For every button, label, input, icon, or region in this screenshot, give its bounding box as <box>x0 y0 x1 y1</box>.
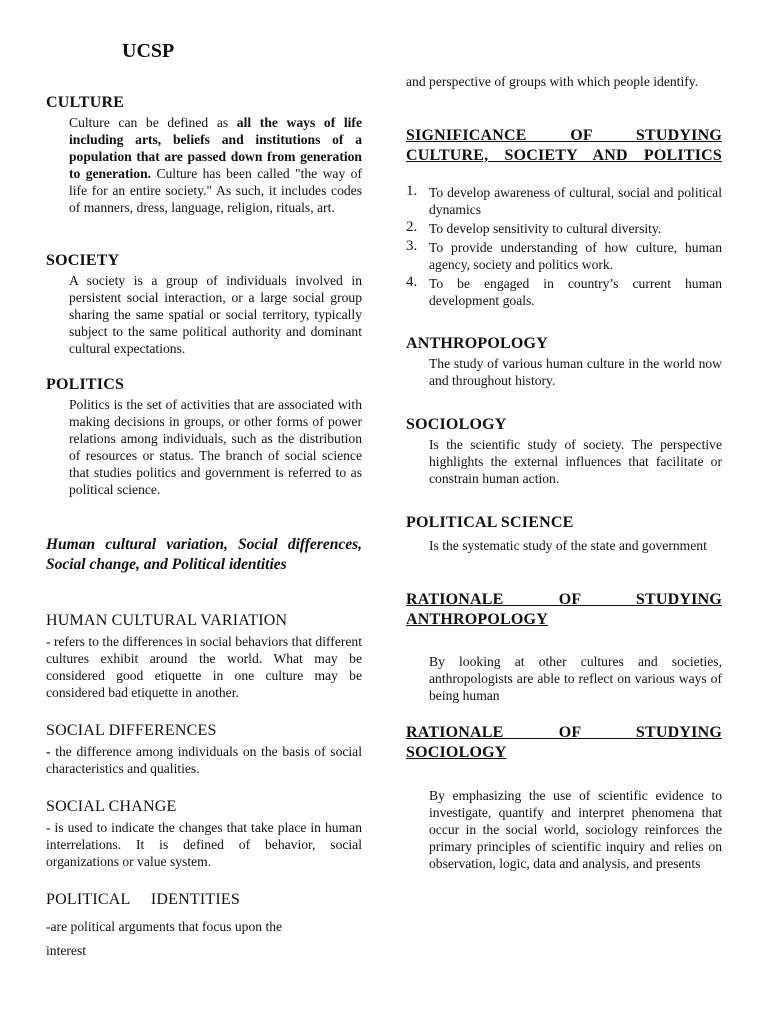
significance-section <box>406 126 722 311</box>
pi-text-1: -are political arguments that focus upon the <box>46 919 283 934</box>
hcv-text: - refers to the differences in social behaviors that different cultures exhibit around the world. What may be considered good etiquette in one culture may be considered bad etiquette in another. <box>46 634 362 700</box>
list-item: 1. To develop awareness of cultural, social and political dynamics <box>406 183 722 217</box>
culture-text: Culture can be defined as all the ways of life including arts, beliefs and institutions of a population that are passed down from generation to generation. Culture has been called "the way of life for an entire society." As such, it includes codes of manners, dress, language, religion, rituals, art. <box>69 115 362 215</box>
hcv-section <box>46 612 362 701</box>
rat-socio-text: By emphasizing the use of scientific evidence to investigate, quantify and interpret phenomena that occur in the social world, sociology reinforces the primary principles of scientific inquiry and relies on observation, logic, data and analysis, and presents <box>429 788 722 871</box>
society-heading: SOCIETY <box>46 252 120 269</box>
document-title: UCSP <box>122 40 175 62</box>
polsci-text: Is the systematic study of the state and government <box>429 538 707 553</box>
rat-anthro-text: By looking at other cultures and societies, anthropologists are able to reflect on various ways of being human <box>429 654 722 703</box>
list-item: 4. To be engaged in country’s current human development goals. <box>406 274 722 308</box>
sd-text: - the difference among individuals on the basis of social characteristics and qualities. <box>46 744 362 776</box>
anthropology-heading: ANTHROPOLOGY <box>406 335 548 352</box>
culture-section <box>46 94 362 216</box>
list-item: 3. To provide understanding of how culture, human agency, society and politics work. <box>406 238 722 272</box>
list-item: 2. To develop sensitivity to cultural diversity. <box>406 219 662 236</box>
sd-section <box>46 722 362 777</box>
rat-anthro-section <box>406 590 722 704</box>
politics-section <box>46 376 362 498</box>
politics-heading: POLITICS <box>46 376 125 393</box>
rat-anthro-heading: RATIONALE OF STUDYING ANTHROPOLOGY <box>406 591 722 628</box>
sociology-section <box>406 416 722 487</box>
significance-heading: SIGNIFICANCE OF STUDYING CULTURE, SOCIETY AND POLITICS <box>406 127 722 164</box>
polsci-section <box>406 514 722 554</box>
rat-socio-section <box>406 723 722 872</box>
pi-heading: POLITICAL IDENTITIES <box>46 891 240 908</box>
polsci-heading: POLITICAL SCIENCE <box>406 514 574 531</box>
section-subtitle: Human cultural variation, Social differences, Social change, and Political identities <box>46 536 362 573</box>
society-text: A society is a group of individuals involved in persistent social interaction, or a large social group sharing the same spatial or social territory, typically subject to the same political authority and dominant cultural expectations. <box>69 273 362 356</box>
continued-text: and perspective of groups with which people identify. <box>406 74 699 89</box>
hcv-heading: HUMAN CULTURAL VARIATION <box>46 612 288 629</box>
sd-heading: SOCIAL DIFFERENCES <box>46 722 217 739</box>
sociology-text: Is the scientific study of society. The perspective highlights the external influences that facilitate or constrain human action. <box>429 437 722 486</box>
sc-section <box>46 798 362 870</box>
society-section <box>46 252 362 357</box>
anthropology-text: The study of various human culture in the world now and throughout history. <box>429 356 722 388</box>
sc-heading: SOCIAL CHANGE <box>46 798 177 815</box>
sc-text: - is used to indicate the changes that take place in human interrelations. It is defined of behavior, social organizations or value system. <box>46 820 362 869</box>
culture-heading: CULTURE <box>46 94 125 111</box>
politics-text: Politics is the set of activities that are associated with making decisions in groups, or other forms of power relations among individuals, such as the distribution of resources or status. The branch of social science that studies politics and government is referred to as political science. <box>69 397 362 497</box>
pi-section <box>46 891 362 959</box>
anthropology-section <box>406 335 722 389</box>
pi-text-2: interest <box>46 943 87 958</box>
significance-list <box>406 184 722 309</box>
sociology-heading: SOCIOLOGY <box>406 416 507 433</box>
rat-socio-heading: RATIONALE OF STUDYING SOCIOLOGY <box>406 724 722 761</box>
